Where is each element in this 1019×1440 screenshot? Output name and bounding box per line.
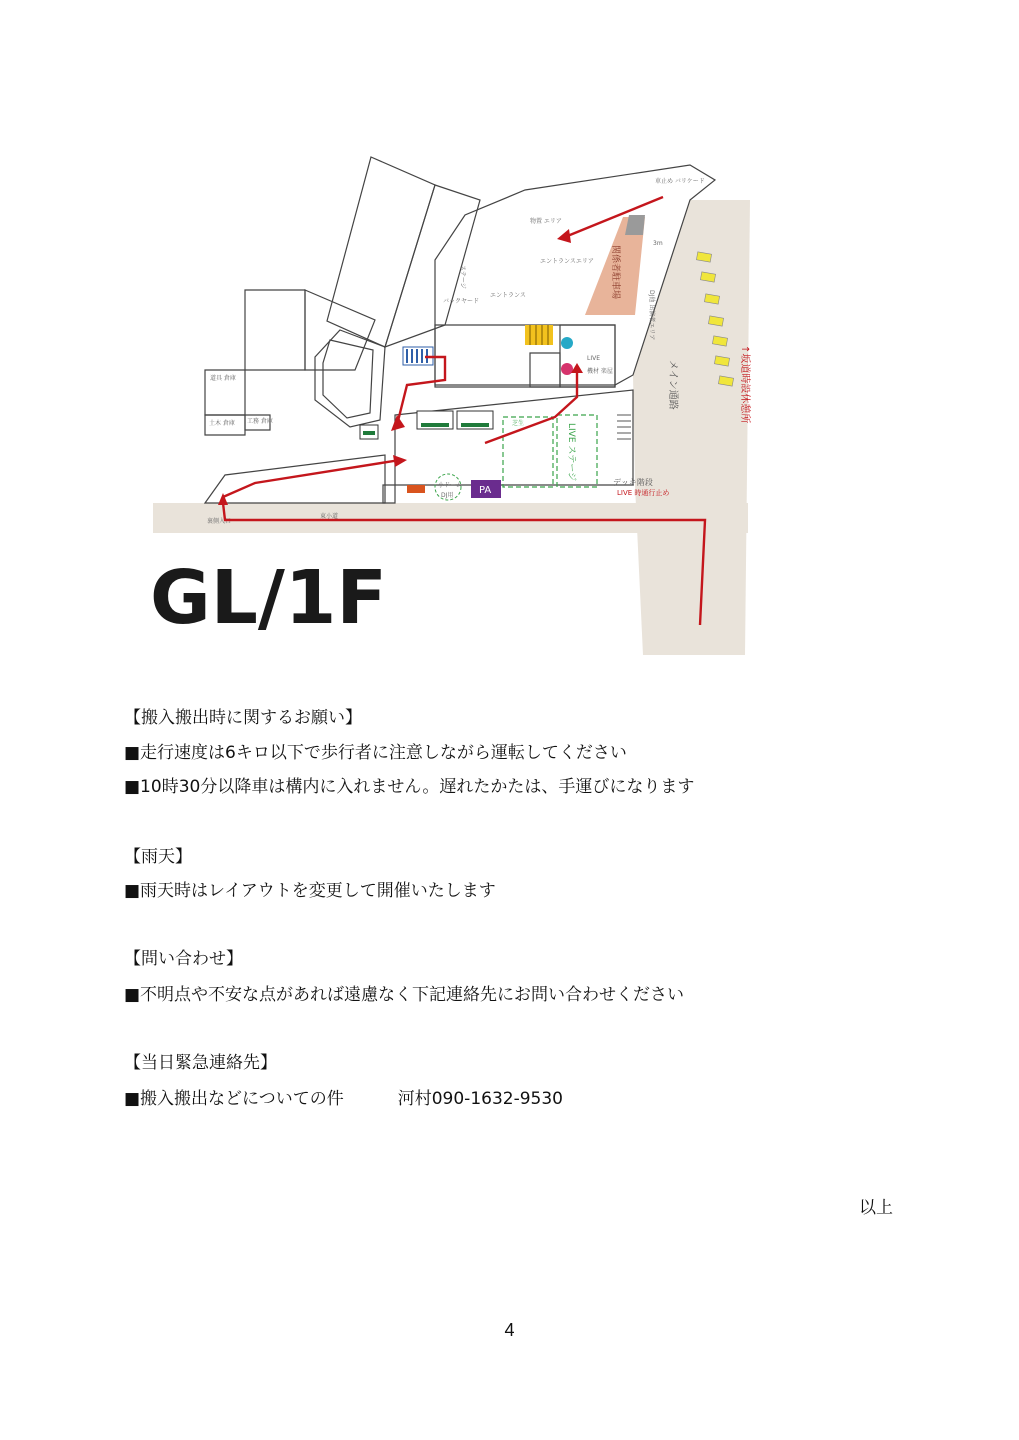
label-mini-dome: 小ドーム	[438, 482, 463, 489]
label-staff-parking: 関係者駐車場	[610, 245, 620, 300]
east-path	[153, 503, 748, 533]
label-live-room: LIVE	[587, 355, 601, 362]
label-deck-stairs: デッキ階段	[613, 478, 653, 487]
label-back-entrance: 裏側入口	[207, 518, 232, 525]
label-storage-area: 物置 エリア	[530, 218, 562, 225]
venue-map	[145, 125, 810, 655]
main-road-lower	[643, 530, 745, 585]
label-office: 工務 倉庫	[247, 418, 273, 425]
stairs-yellow	[525, 325, 553, 345]
label-lawn: 芝生	[512, 420, 525, 427]
label-equipment-room: 機材 楽屋	[587, 368, 613, 375]
label-main-road: メイン通路	[667, 360, 678, 410]
label-pa: PA	[479, 485, 492, 496]
rain-heading: 【雨天】	[124, 847, 192, 867]
label-east-path: 東小道	[320, 513, 339, 520]
map-title: GL/1F	[150, 555, 387, 641]
label-dj-booth: DJ用	[441, 492, 454, 499]
label-entrance: エントランス	[490, 292, 526, 299]
loading-heading: 【搬入搬出時に関するお願い】	[124, 708, 362, 728]
inquiry-heading: 【問い合わせ】	[124, 949, 243, 969]
loading-item-2: ■10時30分以降車は構内に入れません。遅れたかたは、手運びになります	[124, 777, 695, 797]
label-barricade: 車止め バリケード	[655, 178, 705, 185]
orange-box	[407, 485, 425, 493]
emergency-item	[124, 1088, 563, 1110]
label-dj-staff-area: DJ他 出演者エリア	[648, 290, 655, 341]
womens-toilet-icon	[561, 363, 573, 375]
inquiry-item-1: ■不明点や不安な点があれば遠慮なく下記連絡先にお問い合わせください	[124, 985, 685, 1005]
page-number: 4	[504, 1320, 515, 1340]
loading-item-1: ■走行速度は6キロ以下で歩行者に注意しながら運転してください	[124, 743, 627, 763]
label-tool-storage: 道具 倉庫	[210, 375, 236, 382]
label-live-stage: LIVE ステージ	[566, 423, 576, 482]
label-slope-closed: ↑坂道時設休憩所	[739, 345, 750, 424]
label-live-closed: LIVE 時通行止め	[617, 489, 670, 497]
emergency-item-label: ■搬入搬出などについての件	[124, 1089, 344, 1109]
emergency-heading: 【当日緊急連絡先】	[124, 1053, 277, 1073]
label-entrance-area: エントランスエリア	[540, 258, 594, 265]
mens-toilet-icon	[561, 337, 573, 349]
label-3m: 3m	[653, 240, 663, 247]
label-civil-storage: 土木 倉庫	[209, 420, 235, 427]
label-stage-small: ステージ	[459, 265, 466, 289]
label-backyard: バックヤード	[443, 298, 480, 305]
closing-text: 以上	[859, 1198, 893, 1218]
emergency-contact: 河村090-1632-9530	[397, 1089, 563, 1109]
rain-item-1: ■雨天時はレイアウトを変更して開催いたします	[124, 881, 496, 901]
